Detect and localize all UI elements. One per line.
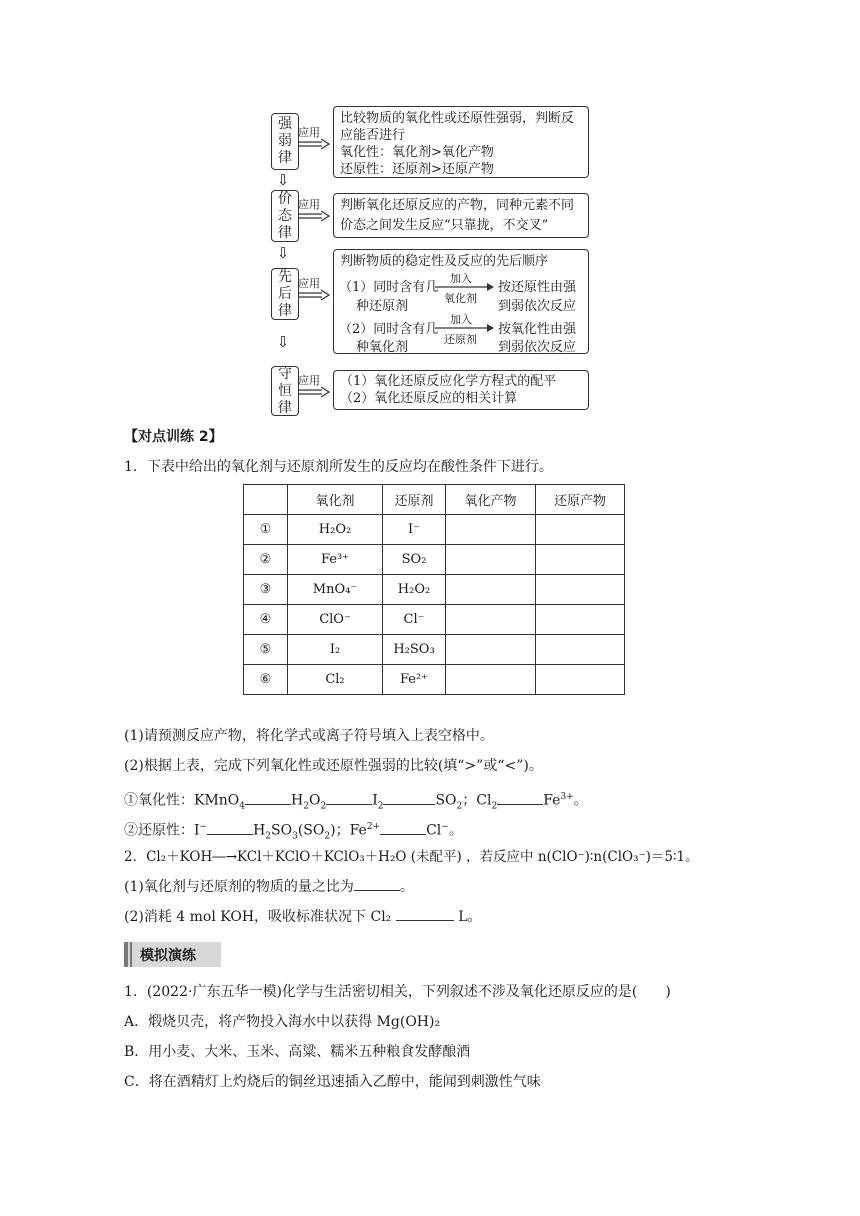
answer-blank[interactable] [383,790,435,805]
table-row [244,515,625,545]
law-char: 律 [278,399,292,416]
arrow-right-icon [299,209,330,223]
q2-equation: 2．Cl₂＋KOH―→KCl＋KClO＋KClO₃＋H₂O (未配平) ，若反应中 n(ClO⁻)∶n(ClO₃⁻)＝5∶1。 [124,849,699,865]
ox-product-cell[interactable] [446,665,536,695]
red-product-cell[interactable] [536,605,625,635]
law-valence-desc [333,193,589,238]
answer-blank[interactable] [497,790,543,805]
ox-label: ①氧化性： [124,792,194,809]
ox-product-cell[interactable] [446,635,536,665]
table-row [244,575,625,605]
row-number: ⑥ [244,665,288,695]
table-header-cell: 还原剂 [383,485,446,515]
law-char: 态 [278,207,292,224]
row-number: ③ [244,575,288,605]
law-char: 弱 [278,133,292,149]
red-product-cell[interactable] [536,515,625,545]
section-bar-icon [130,942,132,967]
desc-line: 应能否进行 [340,128,406,143]
law-valence [271,190,299,242]
q2-part1-end: 。 [399,879,414,895]
table-header-cell: 氧化产物 [446,485,536,515]
law-conservation [271,366,299,416]
desc-line: （1）氧化还原反应化学方程式的配平 [340,374,557,389]
arrow-down-icon: ⇩ [276,333,290,351]
arrow-down-icon: ⇩ [276,171,290,189]
oxidant-cell: Fe³⁺ [288,545,383,575]
q1-intro: 1．下表中给出的氧化剂与还原剂所发生的反应均在酸性条件下进行。 [124,459,553,475]
reductant-cell: I⁻ [383,515,446,545]
case1-left2: 种还原剂 [356,299,409,314]
table-row [244,635,625,665]
answer-blank[interactable] [326,790,372,805]
red-product-cell[interactable] [536,575,625,605]
q2-part2-text: (2)消耗 4 mol KOH，吸收标准状况下 Cl₂ [124,909,392,925]
law-strength-desc [333,106,589,178]
law-char: 守 [278,365,292,382]
table-header-cell [244,485,288,515]
case1-right1: 按还原性由强 [498,280,577,295]
desc-line: 氧化性：氧化剂>氧化产物 [340,145,494,160]
case1-above: 加入 [450,272,472,285]
law-conservation-desc [333,370,589,410]
oxidant-cell: Cl₂ [288,665,383,695]
arrow-right-icon [299,288,330,302]
answer-blank[interactable] [207,820,253,835]
table-row [244,605,625,635]
desc-line: 判断物质的稳定性及反应的先后顺序 [340,254,549,269]
table-row [244,545,625,575]
oxidant-cell: MnO₄⁻ [288,575,383,605]
row-number: ① [244,515,288,545]
arrow-right-icon [299,385,330,399]
reductant-cell: Fe²⁺ [383,665,446,695]
desc-line: 还原性：还原剂>还原产物 [340,162,494,177]
law-char: 律 [278,224,292,241]
law-char: 律 [278,302,292,319]
mc-option-b[interactable]: B．用小麦、大米、玉米、高粱、糯米五种粮食发酵酿酒 [124,1044,471,1060]
q1-part2: (2)根据上表，完成下列氧化性或还原性强弱的比较(填“>”或“<”)。 [124,758,543,774]
arrow-down-icon: ⇩ [276,244,290,262]
long-arrow-icon [435,282,495,292]
answer-blank[interactable] [380,820,426,835]
ox-product-cell[interactable] [446,515,536,545]
oxidant-cell: H₂O₂ [288,515,383,545]
law-order [271,268,299,320]
red-product-cell[interactable] [536,635,625,665]
desc-line: （2）氧化还原反应的相关计算 [340,391,518,406]
table-header-row [244,485,625,515]
apply-label: 应用 [298,374,320,387]
answer-blank[interactable] [245,790,291,805]
section-title: 模拟演练 [140,947,196,964]
law-char: 价 [278,190,292,207]
reductant-cell: H₂SO₃ [383,635,446,665]
mc-option-c[interactable]: C．将在酒精灯上灼烧后的铜丝迅速插入乙醇中，能闻到刺激性气味 [124,1074,541,1090]
q1-oxidizing-line: ①氧化性：KMnO$_4$ $H_2O_2$ $I_2$ $SO_2$；$Cl_2$ $Fe^{3+}$。 [124,786,588,817]
row-number: ④ [244,605,288,635]
answer-blank[interactable] [396,906,454,921]
red-product-cell[interactable] [536,665,625,695]
apply-label: 应用 [298,277,320,290]
table-row [244,665,625,695]
desc-line: 价态之间发生反应“只靠拢，不交叉” [340,218,549,233]
table-header-cell: 还原产物 [536,485,625,515]
mc-option-a[interactable]: A．煅烧贝壳，将产物投入海水中以获得 Mg(OH)₂ [124,1014,441,1030]
case1-left1: （1）同时含有几 [339,280,439,295]
section-bar-icon [124,942,128,967]
training-title: 【对点训练 2】 [124,429,223,445]
q2-part2 [124,906,482,928]
case2-below: 还原剂 [444,333,477,346]
law-char: 强 [278,116,292,132]
case2-left2: 种氧化剂 [356,340,409,355]
case1-below: 氧化剂 [444,292,477,305]
law-strength [271,113,299,170]
ox-product-cell[interactable] [446,545,536,575]
case1-right2: 到弱依次反应 [498,299,577,314]
row-number: ⑤ [244,635,288,665]
apply-label: 应用 [298,126,320,139]
case2-right1: 按氧化性由强 [498,322,577,337]
reductant-cell: SO₂ [383,545,446,575]
reductant-cell: H₂O₂ [383,575,446,605]
long-arrow-icon [435,323,495,333]
red-label: ②还原性： [124,822,194,839]
mc-question: 1．(2022·广东五华一模)化学与生活密切相关，下列叙述不涉及氧化还原反应的是( ) [124,984,671,1000]
row-number: ② [244,545,288,575]
oxidant-cell: ClO⁻ [288,605,383,635]
q1-part1: (1)请预测反应产物，将化学式或离子符号填入上表空格中。 [124,728,494,744]
law-char: 律 [278,150,292,166]
apply-label: 应用 [298,198,320,211]
q1-reducing-line: ②还原性：I− $H_2SO_3(SO_2)$；$Fe^{2+}$ Cl−。 [124,816,463,847]
law-char: 恒 [278,382,292,399]
desc-line: 比较物质的氧化性或还原性强弱，判断反 [340,111,575,126]
q2-part1 [124,876,414,898]
ox-product-cell[interactable] [446,575,536,605]
q2-part1-text: (1)氧化剂与还原剂的物质的量之比为 [124,879,354,895]
answer-blank[interactable] [354,876,400,891]
ox-product-cell[interactable] [446,605,536,635]
desc-line: 判断氧化还原反应的产物，同种元素不同 [340,198,575,213]
case2-above: 加入 [450,313,472,326]
red-product-cell[interactable] [536,545,625,575]
reaction-table [243,484,625,695]
oxidant-cell: I₂ [288,635,383,665]
section-header [124,942,221,967]
case2-left1: （2）同时含有几 [339,322,439,337]
table-header-cell: 氧化剂 [288,485,383,515]
reductant-cell: Cl⁻ [383,605,446,635]
law-char: 后 [278,285,292,302]
law-char: 先 [278,268,292,285]
q2-part2-end: L。 [453,909,482,925]
arrow-right-icon [299,137,330,151]
case2-right2: 到弱依次反应 [498,340,577,355]
